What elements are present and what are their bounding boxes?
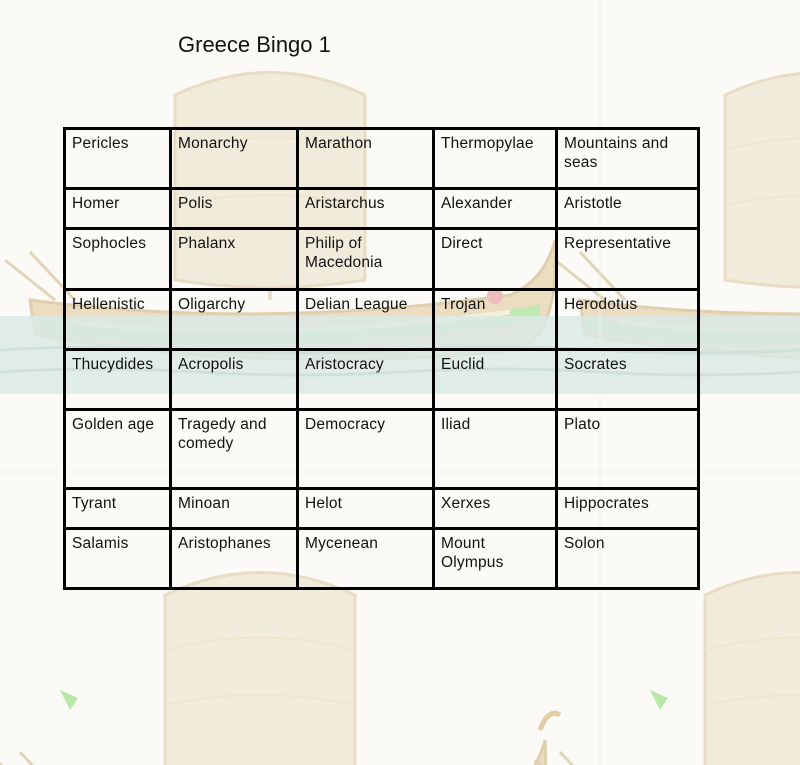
bingo-cell: Sophocles	[65, 229, 171, 290]
bingo-cell: Polis	[171, 189, 298, 229]
bingo-cell: Homer	[65, 189, 171, 229]
bingo-row	[65, 229, 699, 290]
bingo-cell: Mountains and seas	[557, 129, 699, 189]
bingo-cell: Aristocracy	[298, 350, 434, 410]
bingo-cell: Tragedy and comedy	[171, 410, 298, 489]
bingo-cell: Mycenean	[298, 529, 434, 589]
bingo-cell: Euclid	[434, 350, 557, 410]
bingo-cell: Hippocrates	[557, 489, 699, 529]
bingo-cell: Philip of Macedonia	[298, 229, 434, 290]
bingo-cell: Minoan	[171, 489, 298, 529]
ship-watermark-bottom-left	[0, 573, 546, 765]
bingo-cell: Mount Olympus	[434, 529, 557, 589]
bingo-cell: Solon	[557, 529, 699, 589]
bingo-cell: Golden age	[65, 410, 171, 489]
bingo-cell: Tyrant	[65, 489, 171, 529]
bingo-cell: Thucydides	[65, 350, 171, 410]
bingo-cell: Helot	[298, 489, 434, 529]
bingo-cell: Pericles	[65, 129, 171, 189]
bingo-cell: Democracy	[298, 410, 434, 489]
bingo-cell: Aristophanes	[171, 529, 298, 589]
bingo-row	[65, 529, 699, 589]
bingo-cell: Acropolis	[171, 350, 298, 410]
bingo-cell: Aristarchus	[298, 189, 434, 229]
bingo-cell: Aristotle	[557, 189, 699, 229]
bingo-cell: Phalanx	[171, 229, 298, 290]
bingo-grid	[63, 127, 700, 590]
bingo-cell: Salamis	[65, 529, 171, 589]
bingo-cell: Socrates	[557, 350, 699, 410]
bingo-cell: Delian League	[298, 290, 434, 350]
page-title: Greece Bingo 1	[178, 32, 331, 57]
bingo-row	[65, 290, 699, 350]
bingo-cell: Iliad	[434, 410, 557, 489]
bingo-cell: Plato	[557, 410, 699, 489]
bingo-row	[65, 410, 699, 489]
bingo-cell: Herodotus	[557, 290, 699, 350]
ship-watermark-bottom-right	[535, 573, 800, 765]
bingo-cell: Oligarchy	[171, 290, 298, 350]
bingo-row	[65, 129, 699, 189]
bingo-cell: Trojan	[434, 290, 557, 350]
bingo-cell: Alexander	[434, 189, 557, 229]
bingo-cell: Thermopylae	[434, 129, 557, 189]
bingo-row	[65, 350, 699, 410]
bingo-cell: Monarchy	[171, 129, 298, 189]
bingo-cell: Xerxes	[434, 489, 557, 529]
bingo-cell: Hellenistic	[65, 290, 171, 350]
bingo-row	[65, 489, 699, 529]
bingo-row	[65, 189, 699, 229]
bingo-cell: Representative	[557, 229, 699, 290]
bingo-cell: Direct	[434, 229, 557, 290]
bingo-cell: Marathon	[298, 129, 434, 189]
